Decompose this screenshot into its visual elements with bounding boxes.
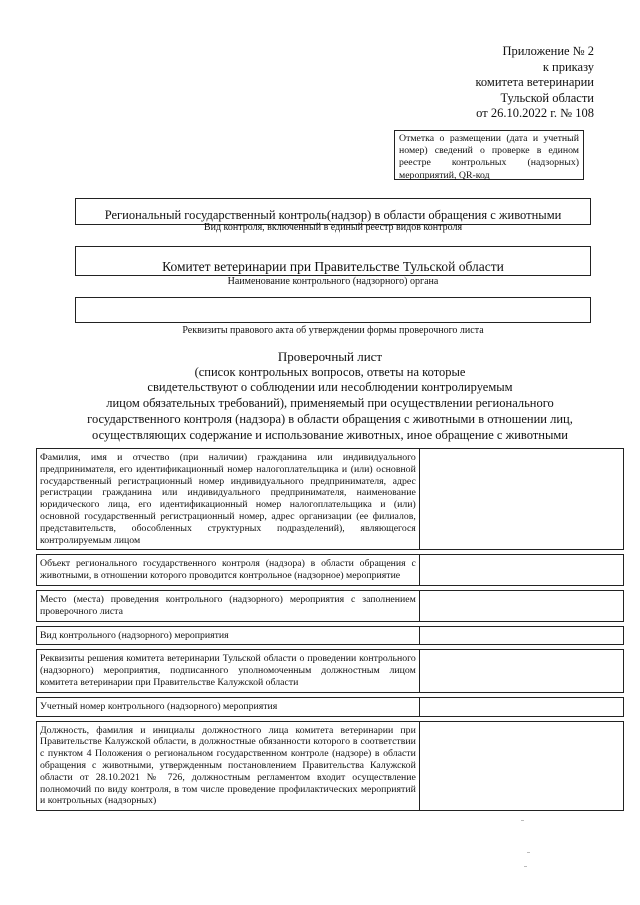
row-question-account-number: Учетный номер контрольного (надзорного) мероприятия	[37, 697, 420, 716]
row-answer-cell	[419, 555, 623, 586]
legal-act-caption: Реквизиты правового акта об утверждении формы проверочного листа	[182, 325, 484, 336]
control-type-box	[75, 198, 591, 225]
row-answer-cell	[419, 626, 623, 645]
table-row	[37, 590, 624, 621]
row-question-official: Должность, фамилия и инициалы должностного лица комитета ветеринарии при Правительстве Калужской области, в должностные обязанности которого в соответствии с пунктом 4 Положения о региональном государственном контроле (надзоре) в области обращения с животными, утвержденным постановлением Правительства Калужской области от 28.10.2021 № 726, должностным регламентом входит осуществление полномочий по виду контроля, в том числе проведение профилактических мероприятий и контрольных (надзорных)	[37, 721, 420, 811]
row-question-event-type: Вид контрольного (надзорного) мероприятия	[37, 626, 420, 645]
appendix-header	[475, 44, 594, 122]
table-row	[37, 697, 624, 716]
table-row	[37, 449, 624, 550]
row-answer-cell	[419, 590, 623, 621]
appendix-number: Приложение № 2	[502, 44, 594, 58]
legal-act-box	[75, 297, 591, 323]
table-row	[37, 555, 624, 586]
title-line: свидетельствуют о соблюдении или несоблюдении контролируемым	[147, 380, 513, 395]
row-question-object: Объект регионального государственного контроля (надзора) в области обращения с животными, в отношении которого проводится контрольное (надзорное) мероприятие	[37, 555, 420, 586]
scan-speck	[524, 866, 527, 867]
appendix-region: Тульской области	[500, 90, 594, 105]
appendix-date-number: от 26.10.2022 г. № 108	[476, 106, 594, 120]
row-answer-cell	[419, 650, 623, 692]
authority-caption: Наименование контрольного (надзорного) органа	[227, 276, 439, 287]
title-line: лицом обязательных требований), применяемый при осуществлении регионального	[106, 396, 554, 411]
scan-speck	[527, 852, 530, 853]
document-title	[60, 349, 600, 443]
table-row	[37, 721, 624, 811]
control-type-caption: Вид контроля, включенный в единый реестр видов контроля	[203, 222, 463, 233]
authority-box	[75, 246, 591, 276]
title-line: осуществляющих содержание и использование животных, иное обращение с животными	[92, 427, 568, 442]
title-line: (список контрольных вопросов, ответы на которые	[194, 364, 466, 379]
registry-note-box: Отметка о размещении (дата и учетный номер) сведений о проверке в едином реестре контрольных (надзорных) мероприятий, QR-код	[394, 130, 584, 180]
appendix-order-ref: к приказу	[542, 59, 594, 74]
authority-value: Комитет ветеринарии при Правительстве Тульской области	[162, 259, 504, 274]
row-answer-cell	[419, 697, 623, 716]
row-answer-cell	[419, 721, 623, 811]
scan-speck	[521, 820, 524, 821]
table-row	[37, 650, 624, 692]
row-question-controlled-person: Фамилия, имя и отчество (при наличии) гражданина или индивидуального предпринимателя, его идентификационный номер налогоплательщика и (или) основной государственный регистрационный номер индивидуального предпринимателя, адрес регистрации гражданина или индивидуального предпринимателя, наименование юридического лица, его идентификационный номер налогоплательщика и (или) основной государственный регистрационный номер, адрес организации (ее филиалов, представительств, обособленных структурных подразделений), являющегося контролируемым лицом	[37, 449, 420, 550]
row-question-place: Место (места) проведения контрольного (надзорного) мероприятия с заполнением проверочного листа	[37, 590, 420, 621]
checklist-table	[36, 448, 624, 811]
title-line: государственного контроля (надзора) в области обращения с животными в отношении лиц,	[87, 411, 573, 426]
row-answer-cell	[419, 449, 623, 550]
appendix-committee: комитета ветеринарии	[475, 75, 594, 89]
control-type-value: Региональный государственный контроль(надзор) в области обращения с животными	[104, 208, 562, 222]
table-row	[37, 626, 624, 645]
title-heading: Проверочный лист	[277, 349, 383, 364]
row-question-decision: Реквизиты решения комитета ветеринарии Тульской области о проведении контрольного (надзорного) мероприятия, подписанного уполномоченным должностным лицом комитета ветеринарии при Правительстве Калужской области	[37, 650, 420, 692]
